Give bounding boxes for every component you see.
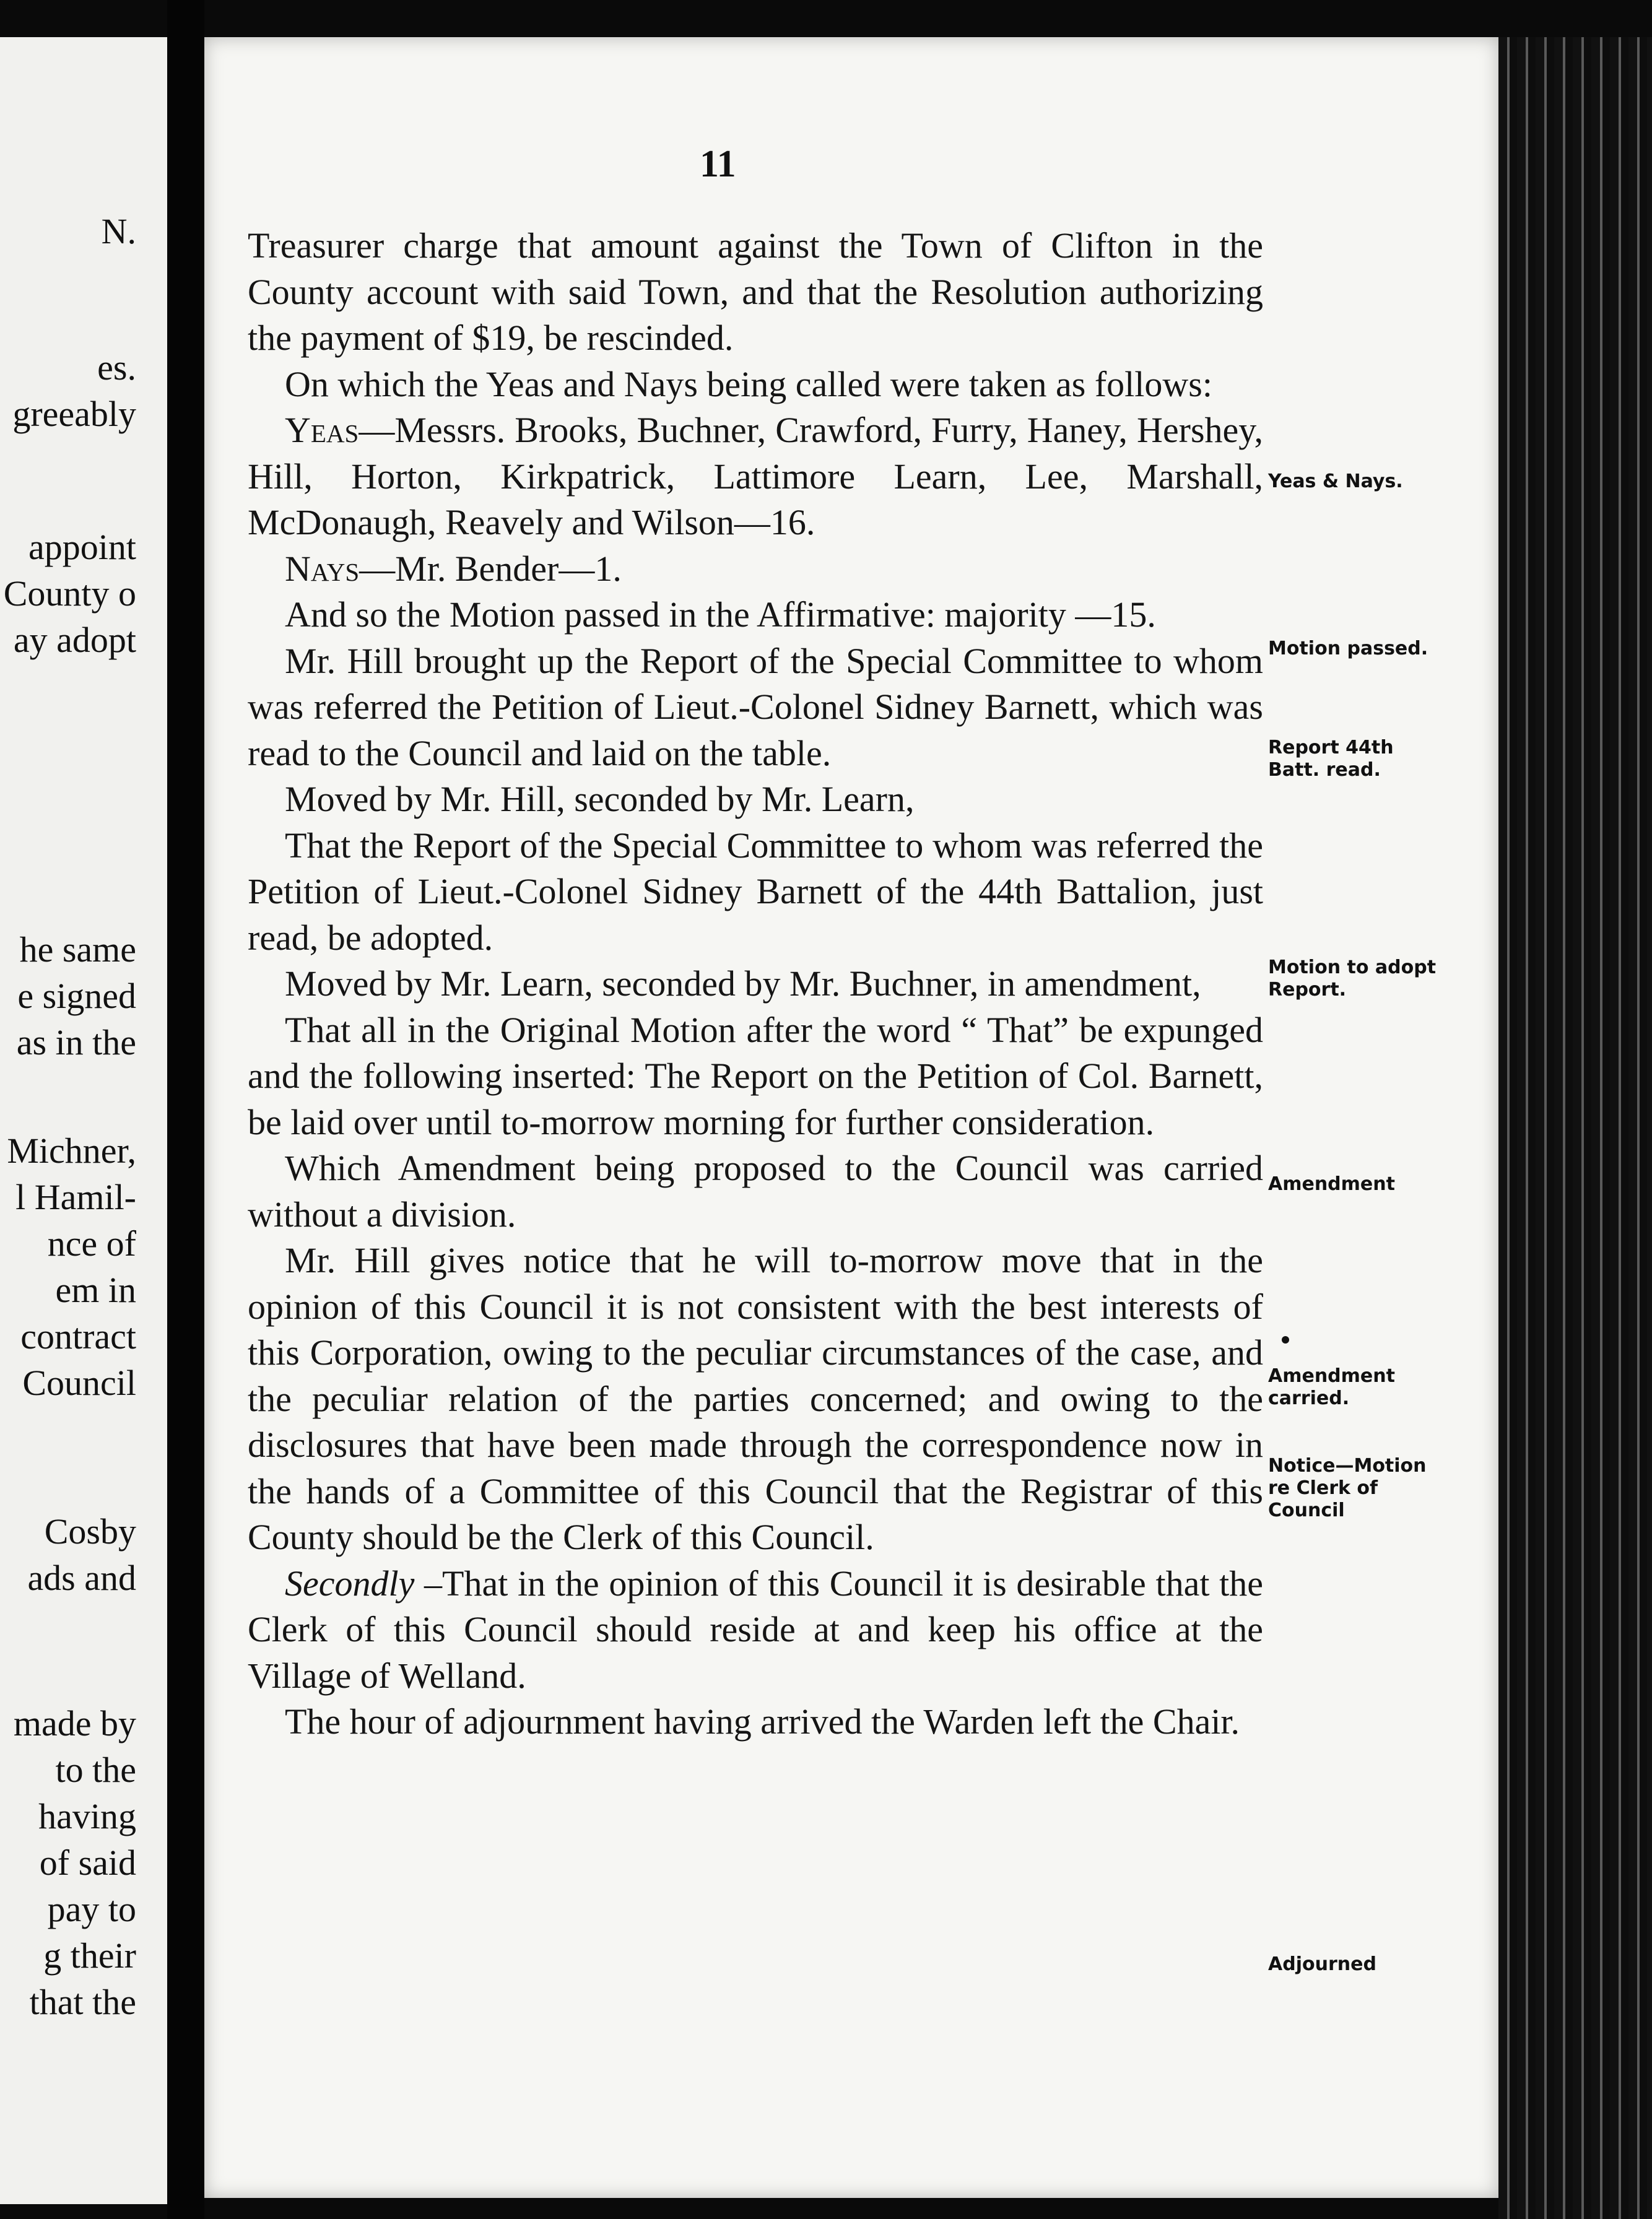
ink-speck — [1282, 1336, 1289, 1344]
fragment-line: he same — [19, 929, 136, 970]
margin-note-report-read — [1268, 737, 1454, 781]
paragraph-moved-amendment: Moved by Mr. Learn, seconded by Mr. Buchner, in amendment, — [285, 963, 1201, 1004]
page-edge-stack — [1498, 37, 1652, 2219]
margin-note-line: Motion to adopt — [1268, 957, 1437, 978]
facing-page-fragment — [0, 37, 167, 2204]
body-text — [248, 223, 1263, 1745]
margin-note-notice — [1268, 1455, 1454, 1522]
margin-note-line: re Clerk of — [1268, 1477, 1378, 1499]
nays-label: Nays — [285, 548, 360, 589]
fragment-line: Council — [22, 1363, 136, 1403]
fragment-line: greeably — [12, 394, 136, 434]
fragment-line: as in the — [16, 1022, 136, 1062]
paragraph-motion-adopt: That the Report of the Special Committee to whom was referred the Petition of Lieut.-Colonel Sidney Barnett of the 44th Battalion, just read, be adopted. — [248, 825, 1263, 958]
paragraph-notice: Mr. Hill gives notice that he will to-morrow move that in the opinion of this Council it is not consistent with the best interests of this Corporation, owing to the peculiar circumstances of the case, and the peculiar relation of the parties concerned; and owing to the disclosures that have been made through the correspondence now in the hands of a Committee of this Council that the Registrar of this County should be the Clerk of this Council. — [248, 1240, 1263, 1557]
secondly-label: Secondly — [285, 1563, 415, 1604]
fragment-line: ads and — [27, 1558, 136, 1598]
margin-note-adjourned: Adjourned — [1268, 1953, 1376, 1975]
margin-note-amendment-carried — [1268, 1365, 1454, 1410]
fragment-line: em in — [55, 1270, 136, 1310]
paragraph-amendment: That all in the Original Motion after the word “ That” be expunged and the following inserted: The Report on the Petition of Col. Barnett, be laid over until to-morrow morning for further consideration. — [248, 1009, 1263, 1142]
fragment-line: pay to — [47, 1889, 136, 1929]
fragment-line: l Hamil- — [15, 1177, 136, 1217]
margin-note-line: Notice—Motion — [1268, 1455, 1427, 1477]
nays-list: —Mr. Bender—1. — [359, 548, 622, 589]
paragraph-yeas — [248, 407, 1263, 546]
margin-note-line: Council — [1268, 1500, 1345, 1521]
margin-note-motion-adopt — [1268, 957, 1454, 1001]
fragment-line: to the — [55, 1750, 136, 1790]
paragraph-motion-passed: And so the Motion passed in the Affirmative: majority —15. — [285, 594, 1156, 635]
fragment-line: appoint — [28, 527, 136, 567]
fragment-line: g their — [43, 1935, 136, 1976]
fragment-line: County o — [3, 573, 136, 614]
fragment-line: that the — [29, 1982, 136, 2022]
fragment-line: N. — [101, 211, 136, 251]
yeas-label: Yeas — [285, 410, 359, 450]
margin-note-line: Batt. read. — [1268, 759, 1381, 781]
fragment-line: ay adopt — [13, 620, 136, 660]
paragraph-yeas-nays-called: On which the Yeas and Nays being called were taken as follows: — [285, 363, 1212, 404]
paragraph-adjourned: The hour of adjournment having arrived the Warden left the Chair. — [285, 1701, 1240, 1742]
fragment-line: es. — [97, 347, 136, 388]
secondly-text: –That in the opinion of this Council it is desirable that the Clerk of this Council should reside at and keep his office at the Village of Welland. — [248, 1563, 1263, 1696]
margin-note-motion-passed: Motion passed. — [1268, 638, 1428, 659]
margin-note-line: carried. — [1268, 1387, 1350, 1409]
paragraph-nays — [248, 546, 1263, 593]
fragment-line: nce of — [47, 1223, 136, 1264]
paragraph-continuation: Treasurer charge that amount against the Town of Clifton in the County account with said Town, and that the Resolution authorizing the payment of $19, be rescinded. — [248, 225, 1263, 358]
fragment-line: of said — [39, 1843, 136, 1883]
fragment-line: Cosby — [44, 1511, 136, 1552]
fragment-line: contract — [20, 1316, 136, 1357]
margin-note-line: Amendment — [1268, 1365, 1395, 1387]
margin-note-line: Report. — [1268, 979, 1347, 1001]
paragraph-amendment-carried: Which Amendment being proposed to the Council was carried without a division. — [248, 1148, 1263, 1235]
paragraph-moved: Moved by Mr. Hill, seconded by Mr. Learn, — [285, 779, 915, 819]
yeas-list: —Messrs. Brooks, Buchner, Crawford, Furry, Haney, Hershey, Hill, Horton, Kirkpatrick, Lattimore Learn, Lee, Marshall, McDonaugh, Reavely and Wilson—16. — [248, 410, 1263, 542]
fragment-line: made by — [13, 1703, 136, 1744]
book-gutter — [167, 0, 204, 2219]
margin-note-line: Report 44th — [1268, 737, 1394, 758]
margin-note-yeas-nays: Yeas & Nays. — [1268, 471, 1403, 492]
margin-note-amendment: Amendment — [1268, 1173, 1395, 1195]
fragment-line: having — [38, 1796, 136, 1836]
paragraph-secondly — [248, 1561, 1263, 1700]
fragment-line: e signed — [17, 976, 136, 1016]
fragment-line: Michner, — [7, 1131, 136, 1171]
page-number: 11 — [700, 143, 736, 185]
paragraph-report-brought-up: Mr. Hill brought up the Report of the Special Committee to whom was referred the Petition of Lieut.-Colonel Sidney Barnett, which was read to the Council and laid on the table. — [248, 640, 1263, 773]
